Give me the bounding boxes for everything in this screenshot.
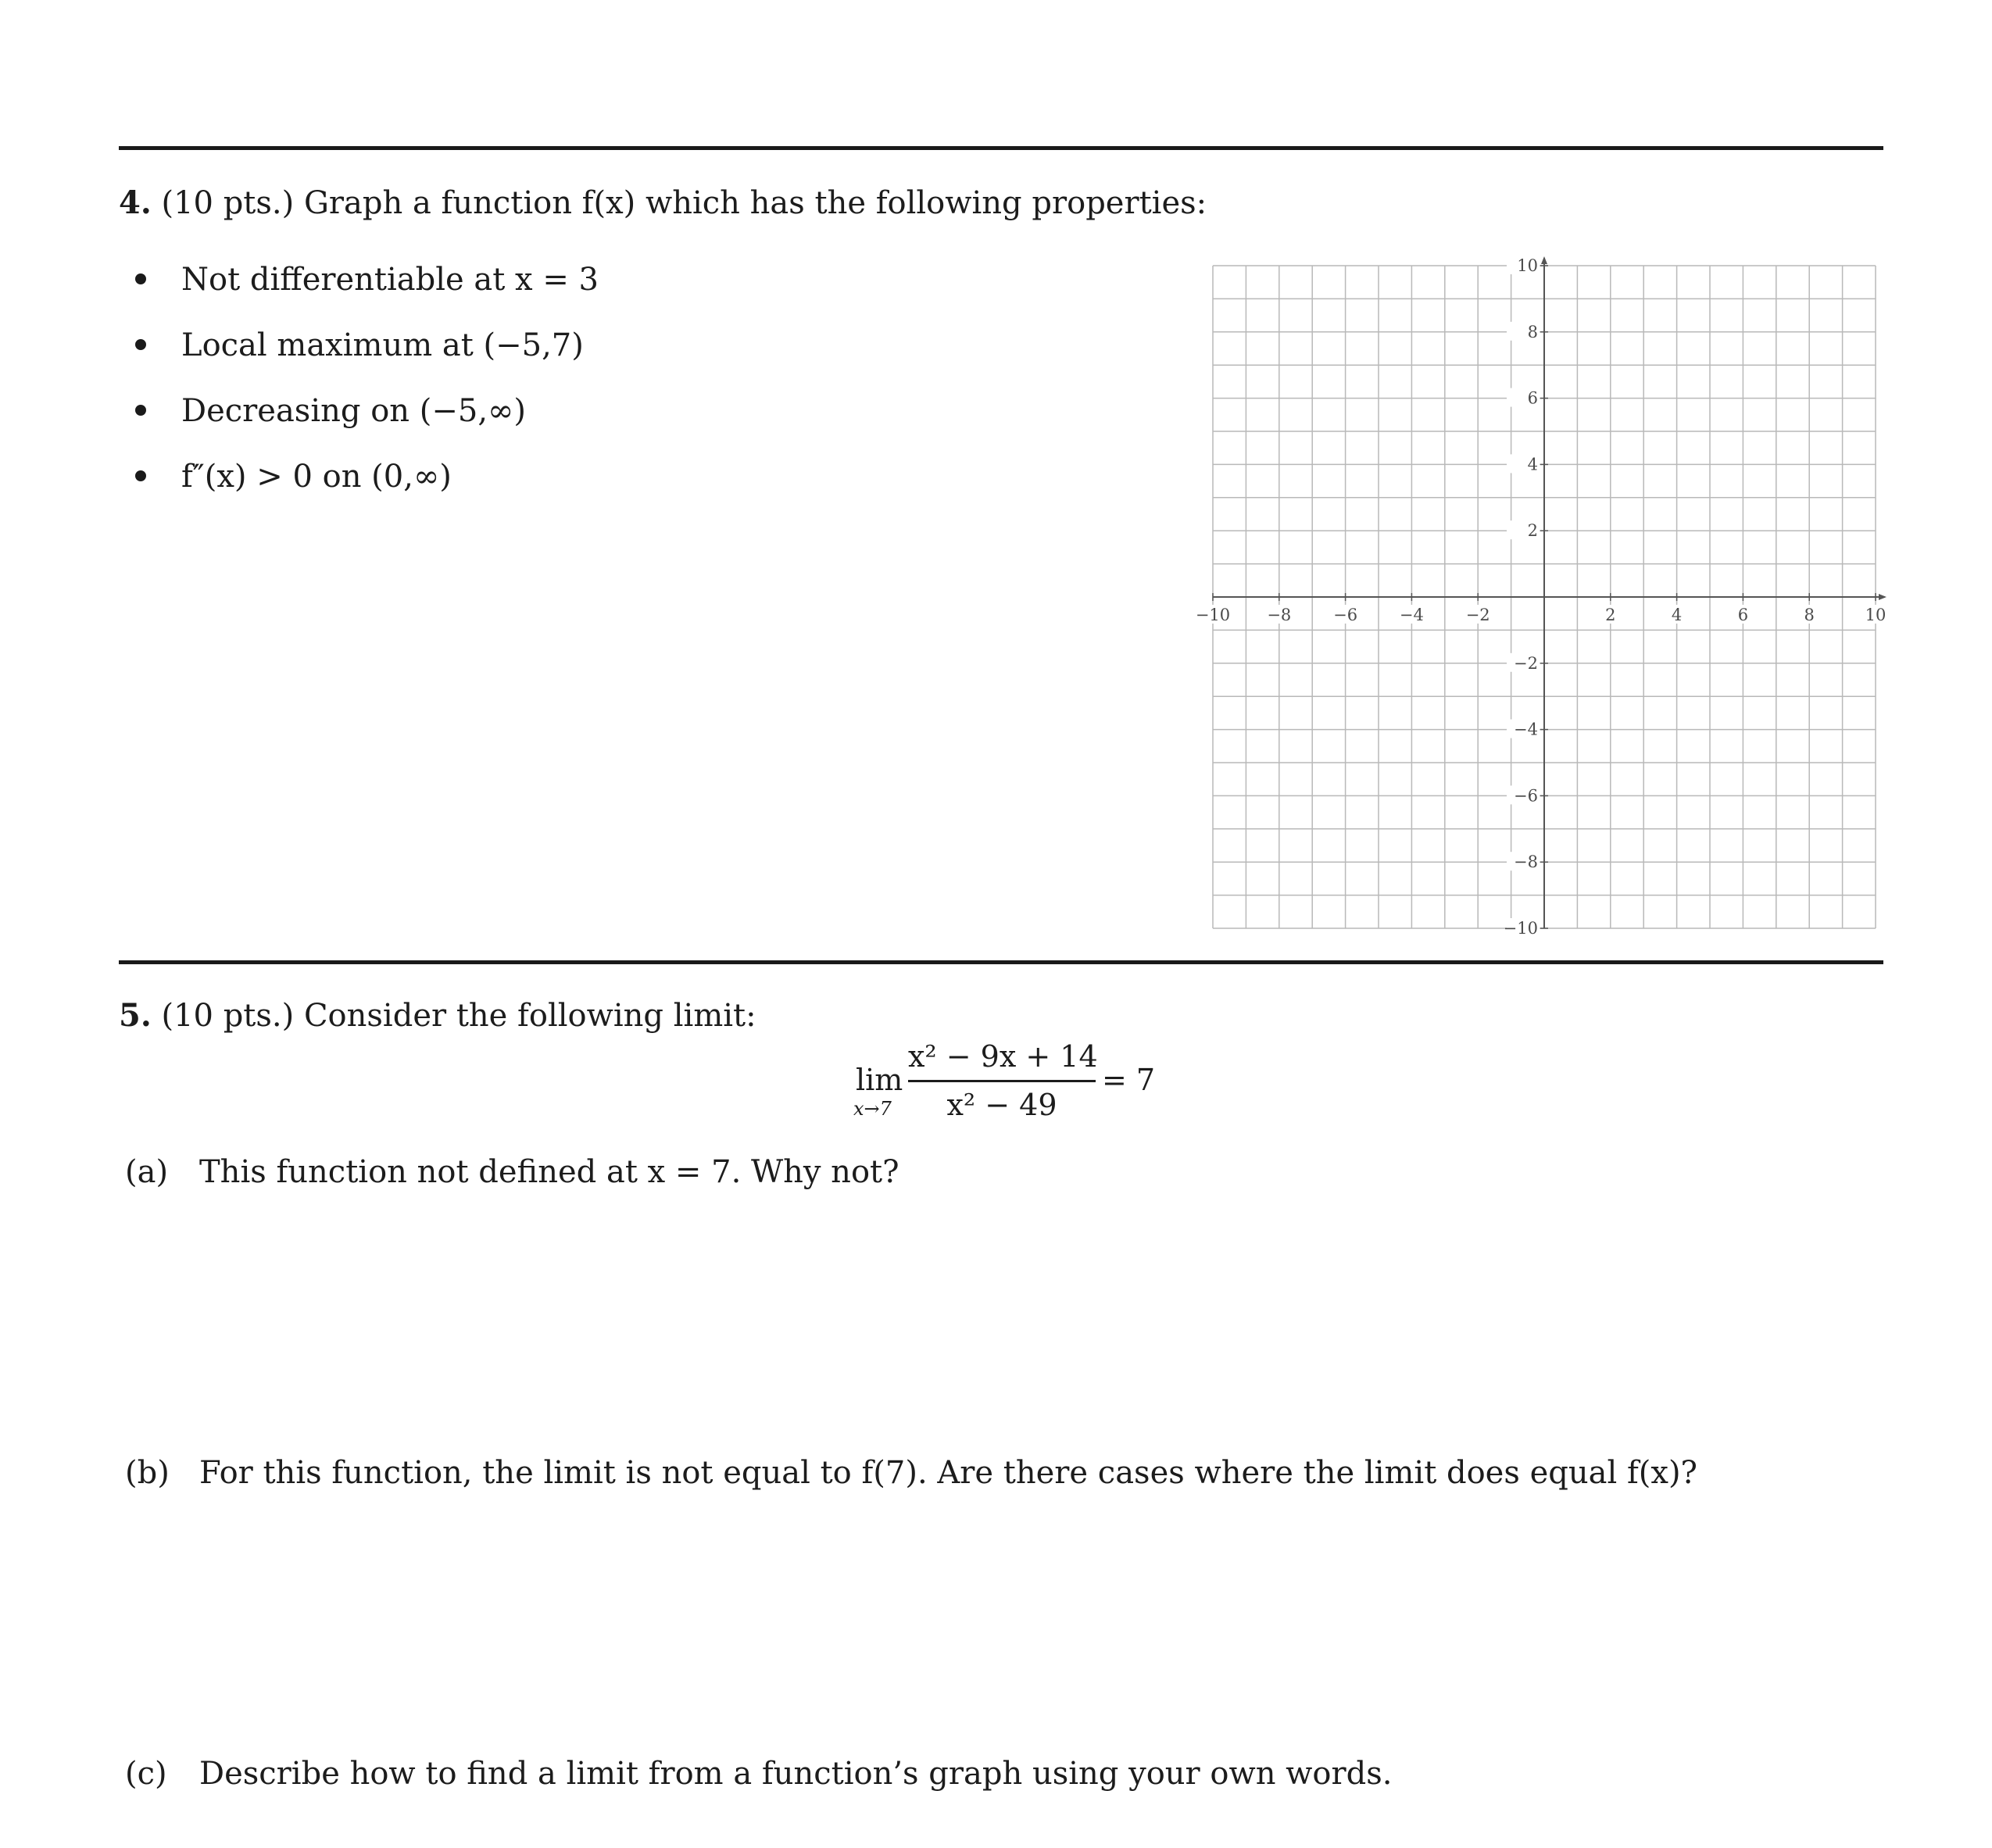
y-tick-label: 4 — [1527, 455, 1538, 474]
lim-word: lim — [856, 1063, 903, 1097]
x-tick-label: 10 — [1865, 606, 1886, 624]
part-b-label: (b) — [125, 1455, 170, 1491]
x-tick-label: 6 — [1737, 606, 1749, 624]
part-a-label: (a) — [125, 1154, 169, 1190]
axes — [1213, 256, 1886, 928]
coordinate-grid[interactable] — [1180, 250, 1899, 953]
x-tick-label: 2 — [1605, 606, 1616, 624]
bullet-dot — [135, 339, 146, 350]
part-c — [125, 1756, 1393, 1792]
bullet-dot — [135, 405, 146, 416]
limit-expression — [852, 1039, 1164, 1125]
x-tick-label: −8 — [1267, 606, 1292, 624]
y-tick-label: 6 — [1527, 388, 1538, 408]
y-tick-label: 8 — [1527, 322, 1538, 341]
fraction-denominator: x² − 49 — [946, 1088, 1057, 1122]
problem-5-points: (10 pts.) — [161, 998, 295, 1034]
x-axis-arrow — [1879, 594, 1886, 600]
x-tick-label: −6 — [1333, 606, 1358, 624]
y-tick-label: 10 — [1517, 256, 1538, 275]
fraction-numerator: x² − 9x + 14 — [908, 1039, 1098, 1074]
problem-5-number: 5. — [119, 997, 152, 1034]
bullet-dot — [135, 470, 146, 481]
part-a — [125, 1156, 899, 1188]
problem-5-heading — [119, 997, 756, 1034]
problem-4-text: Graph a function f(x) which has the following properties: — [303, 185, 1207, 221]
property-2: Local maximum at (−5,7) — [181, 327, 584, 363]
x-tick-label: −2 — [1465, 606, 1490, 624]
section-rule — [119, 960, 1883, 964]
fraction-bar — [908, 1080, 1096, 1082]
part-c-text: Describe how to find a limit from a function’s graph using your own words. — [199, 1756, 1393, 1792]
y-tick-label: −4 — [1514, 720, 1538, 739]
property-4: f″(x) > 0 on (0,∞) — [181, 459, 452, 495]
y-tick-label: −10 — [1503, 919, 1538, 938]
limit-equals: = 7 — [1102, 1063, 1156, 1097]
y-tick-label: −6 — [1514, 786, 1538, 806]
top-rule — [119, 146, 1883, 150]
property-3: Decreasing on (−5,∞) — [181, 393, 526, 429]
x-tick-label: −4 — [1399, 606, 1424, 624]
x-tick-label: 8 — [1804, 606, 1815, 624]
y-tick-label: 2 — [1527, 521, 1538, 541]
problem-4-heading — [119, 184, 1207, 221]
y-axis-arrow — [1541, 256, 1547, 264]
x-tick-label: −10 — [1195, 606, 1231, 624]
x-tick-label: 4 — [1671, 606, 1683, 624]
problem-4-points: (10 pts.) — [161, 185, 295, 221]
problem-4-number: 4. — [119, 184, 152, 221]
bullet-dot — [135, 273, 146, 284]
part-b — [125, 1457, 1697, 1489]
property-1: Not differentiable at x = 3 — [181, 262, 599, 298]
problem-5-text: Consider the following limit: — [303, 998, 756, 1034]
part-b-text: For this function, the limit is not equal to f(7). Are there cases where the limit does equal f(x)? — [199, 1455, 1697, 1491]
y-tick-label: −8 — [1514, 853, 1538, 872]
y-tick-label: −2 — [1514, 653, 1538, 673]
part-a-text: This function not defined at x = 7. Why not? — [199, 1154, 899, 1190]
part-c-label: (c) — [125, 1756, 167, 1792]
lim-subscript: x→7 — [853, 1098, 892, 1120]
